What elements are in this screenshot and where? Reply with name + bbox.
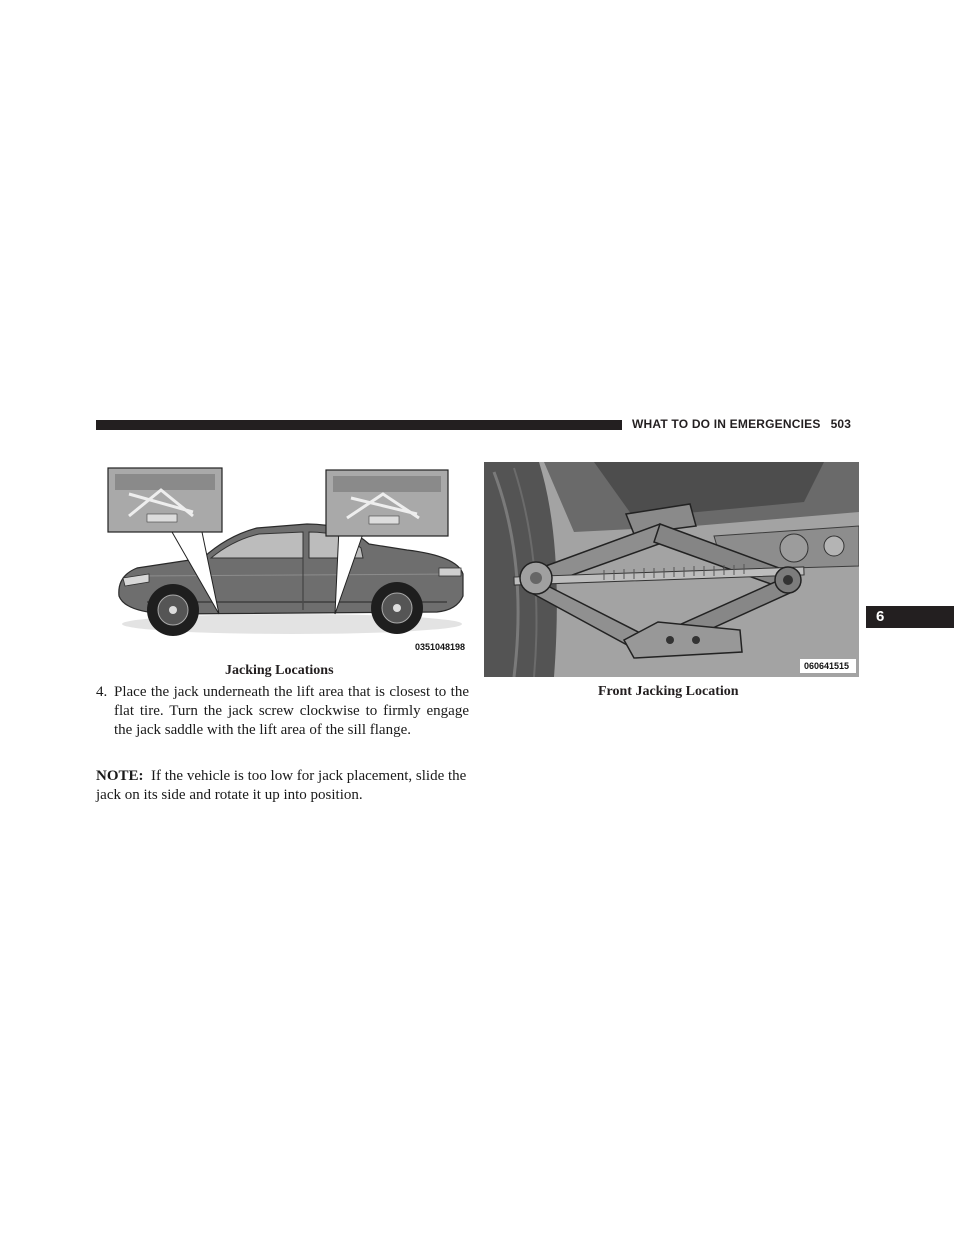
procedure-step: [96, 683, 469, 740]
chapter-tab: 6: [866, 606, 954, 628]
front-jacking-location-figure: [484, 462, 859, 677]
figure-caption: Front Jacking Location: [598, 684, 739, 699]
header-rule: [96, 420, 622, 430]
step-text: Place the jack underneath the lift area that is closest to the flat tire. Turn the jack screw clockwise to firmly engage the jack saddle with the lift area of the sill flange.: [114, 684, 469, 738]
note-paragraph: [96, 767, 469, 805]
jacking-locations-figure: [107, 464, 473, 656]
scissor-jack-illustration: [484, 462, 859, 677]
note-label: NOTE:: [96, 768, 144, 784]
note-text: If the vehicle is too low for jack placement, slide the jack on its side and rotate it up into position.: [96, 768, 467, 803]
running-header: [632, 417, 851, 431]
page-number: 503: [830, 417, 852, 431]
figure-code: 060641515: [804, 661, 850, 671]
figure-caption: Jacking Locations: [225, 663, 334, 678]
figure-code: 0351048198: [415, 642, 466, 652]
car-jacking-locations-illustration: [107, 464, 473, 656]
section-title: WHAT TO DO IN EMERGENCIES: [632, 417, 821, 431]
step-number: 4.: [96, 684, 108, 700]
